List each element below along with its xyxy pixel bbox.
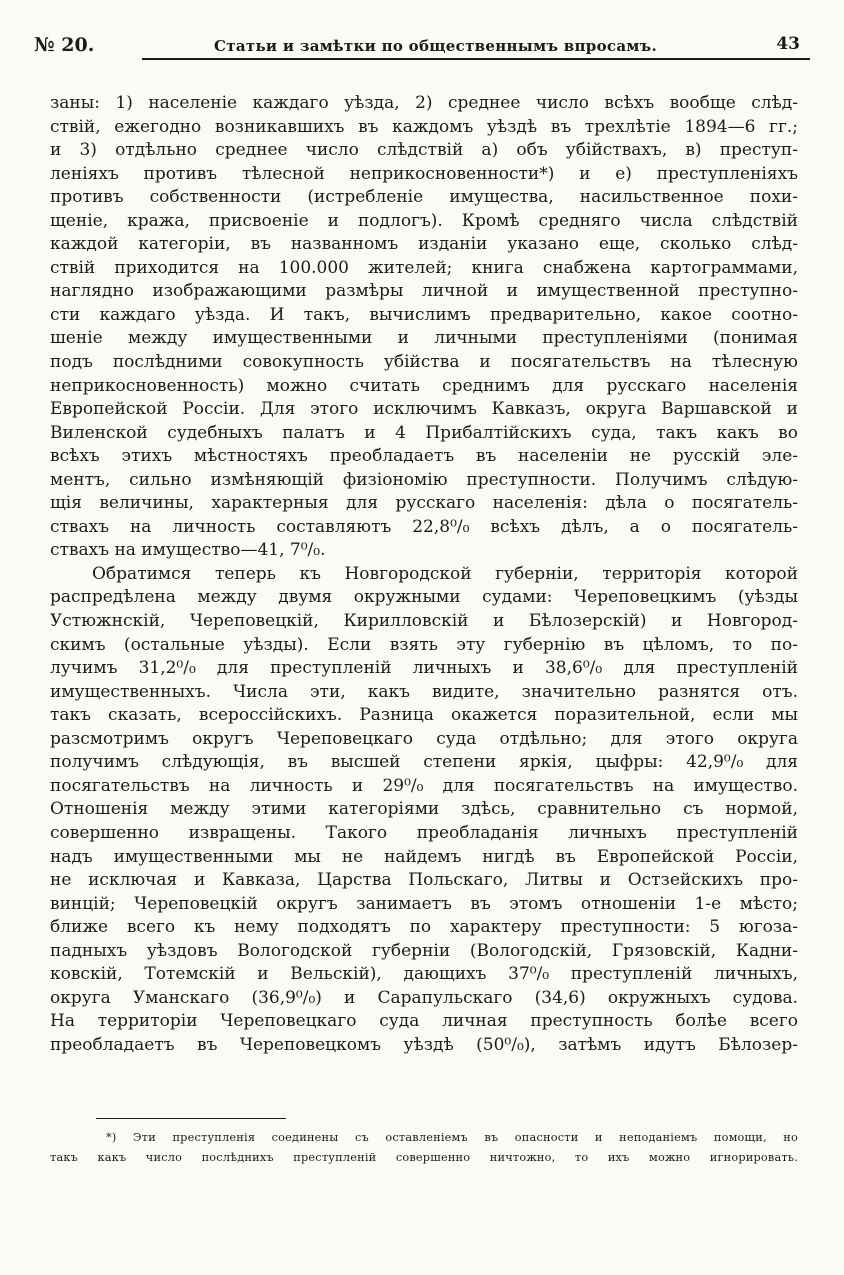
text-line: подъ послѣдними совокупность убійства и посягательствъ на тѣлесную	[50, 352, 798, 373]
text-line: ствій приходится на 100.000 жителей; книга снабжена картограммами,	[50, 257, 798, 278]
text-line: лучимъ 31,2⁰/₀ для преступленій личныхъ и 38,6⁰/₀ для преступленій	[50, 658, 798, 679]
text-line: не исключая и Кавказа, Царства Польскаго, Литвы и Остзейскихъ про-	[50, 870, 798, 891]
text-line: скимъ (остальные уѣзды). Если взять эту губернію въ цѣломъ, то по-	[50, 634, 798, 655]
text-line: падныхъ уѣздовъ Вологодской губерніи (Вологодскій, Грязовскій, Кадни-	[50, 940, 798, 961]
text-line: Обратимся теперь къ Новгородской губерніи, территорія которой	[92, 563, 798, 584]
text-line: преобладаетъ въ Череповецкомъ уѣздѣ (50⁰/₀), затѣмъ идутъ Бѣлозер-	[50, 1034, 798, 1055]
text-line: Устюжнскій, Череповецкій, Кирилловскій и Бѣлозерскій) и Новгород-	[50, 611, 798, 632]
footnote-line: такъ какъ число послѣднихъ преступленій совершенно ничтожно, то ихъ можно игнорировать.	[50, 1151, 798, 1164]
text-line: всѣхъ этихъ мѣстностяхъ преобладаетъ въ населеніи не русскій эле-	[50, 446, 798, 467]
text-line: леніяхъ противъ тѣлесной неприкосновенности*) и е) преступленіяхъ	[50, 163, 798, 184]
text-line: заны: 1) населеніе каждаго уѣзда, 2) среднее число всѣхъ вообще слѣд-	[50, 93, 798, 113]
text-line: округа Уманскаго (36,9⁰/₀) и Сарапульскаго (34,6) окружныхъ судова.	[50, 987, 798, 1008]
text-line: сти каждаго уѣзда. И такъ, вычислимъ предварительно, какое соотно-	[50, 304, 798, 325]
text-line: и 3) отдѣльно среднее число слѣдствій а) объ убійствахъ, в) преступ-	[50, 140, 798, 161]
text-line: посягательствъ на личность и 29⁰/₀ для посягательствъ на имущество.	[50, 775, 798, 796]
text-line: совершенно извращены. Такого преобладанія личныхъ преступленій	[50, 822, 798, 843]
text-line: неприкосновенность) можно считать среднимъ для русскаго населенія	[50, 375, 798, 396]
text-line: такъ сказать, всероссійскихъ. Разница окажется поразительной, если мы	[50, 705, 798, 726]
text-line: распредѣлена между двумя окружными судами: Череповецкимъ (уѣзды	[50, 587, 798, 608]
text-line: ствахъ на личность составляютъ 22,8⁰/₀ всѣхъ дѣлъ, а о посягатель-	[50, 516, 798, 537]
running-title: Статьи и замѣтки по общественнымъ впросамъ.	[214, 37, 658, 55]
running-header	[34, 34, 802, 64]
text-line: противъ собственности (истребленіе имущества, насильственное похи-	[50, 187, 798, 208]
text-line: наглядно изображающими размѣры личной и имущественной преступно-	[50, 281, 798, 302]
page-number: 43	[776, 34, 800, 54]
text-line: ментъ, сильно измѣняющій физіономію преступности. Получимъ слѣдую-	[50, 469, 798, 490]
issue-number: № 20.	[34, 34, 95, 56]
body-text	[50, 92, 798, 1057]
text-line: На территоріи Череповецкаго суда личная преступность болѣе всего	[50, 1011, 798, 1032]
footnote-line: *) Эти преступленія соединены съ оставленіемъ въ опасности и неподаніемъ помощи, но	[106, 1131, 798, 1144]
text-line: получимъ слѣдующія, въ высшей степени яркія, цыфры: 42,9⁰/₀ для	[50, 752, 798, 773]
footnote	[50, 1128, 798, 1168]
text-line: каждой категоріи, въ названномъ изданіи указано еще, сколько слѣд-	[50, 234, 798, 255]
text-line: разсмотримъ округъ Череповецкаго суда отдѣльно; для этого округа	[50, 728, 798, 749]
text-line: винцій; Череповецкій округъ занимаетъ въ этомъ отношеніи 1-е мѣсто;	[50, 893, 798, 914]
text-line: ствахъ на имущество—41, 7⁰/₀.	[50, 540, 326, 561]
text-line: щія величины, характерныя для русскаго населенія: дѣла о посягатель-	[50, 493, 798, 514]
text-line: имущественныхъ. Числа эти, какъ видите, значительно разнятся отъ.	[50, 681, 798, 702]
text-line: ковскій, Тотемскій и Вельскій), дающихъ 37⁰/₀ преступленій личныхъ,	[50, 964, 798, 985]
text-line: шеніе между имущественными и личными преступленіями (понимая	[50, 328, 798, 349]
text-line: Виленской судебныхъ палатъ и 4 Прибалтійскихъ суда, такъ какъ во	[50, 422, 798, 443]
text-line: ближе всего къ нему подходятъ по характеру преступности: 5 югоза-	[50, 917, 798, 938]
text-line: щеніе, кража, присвоеніе и подлогъ). Кромѣ средняго числа слѣдствій	[50, 210, 798, 231]
footnote-divider	[96, 1118, 286, 1119]
text-line: Отношенія между этими категоріями здѣсь, сравнительно съ нормой,	[50, 799, 798, 820]
header-rule	[142, 58, 810, 60]
text-line: Европейской Россіи. Для этого исключимъ Кавказъ, округа Варшавской и	[50, 399, 798, 420]
text-line: надъ имущественными мы не найдемъ нигдѣ въ Европейской Россіи,	[50, 846, 798, 867]
text-line: ствій, ежегодно возникавшихъ въ каждомъ уѣздѣ въ трехлѣтіе 1894—6 гг.;	[50, 116, 798, 137]
